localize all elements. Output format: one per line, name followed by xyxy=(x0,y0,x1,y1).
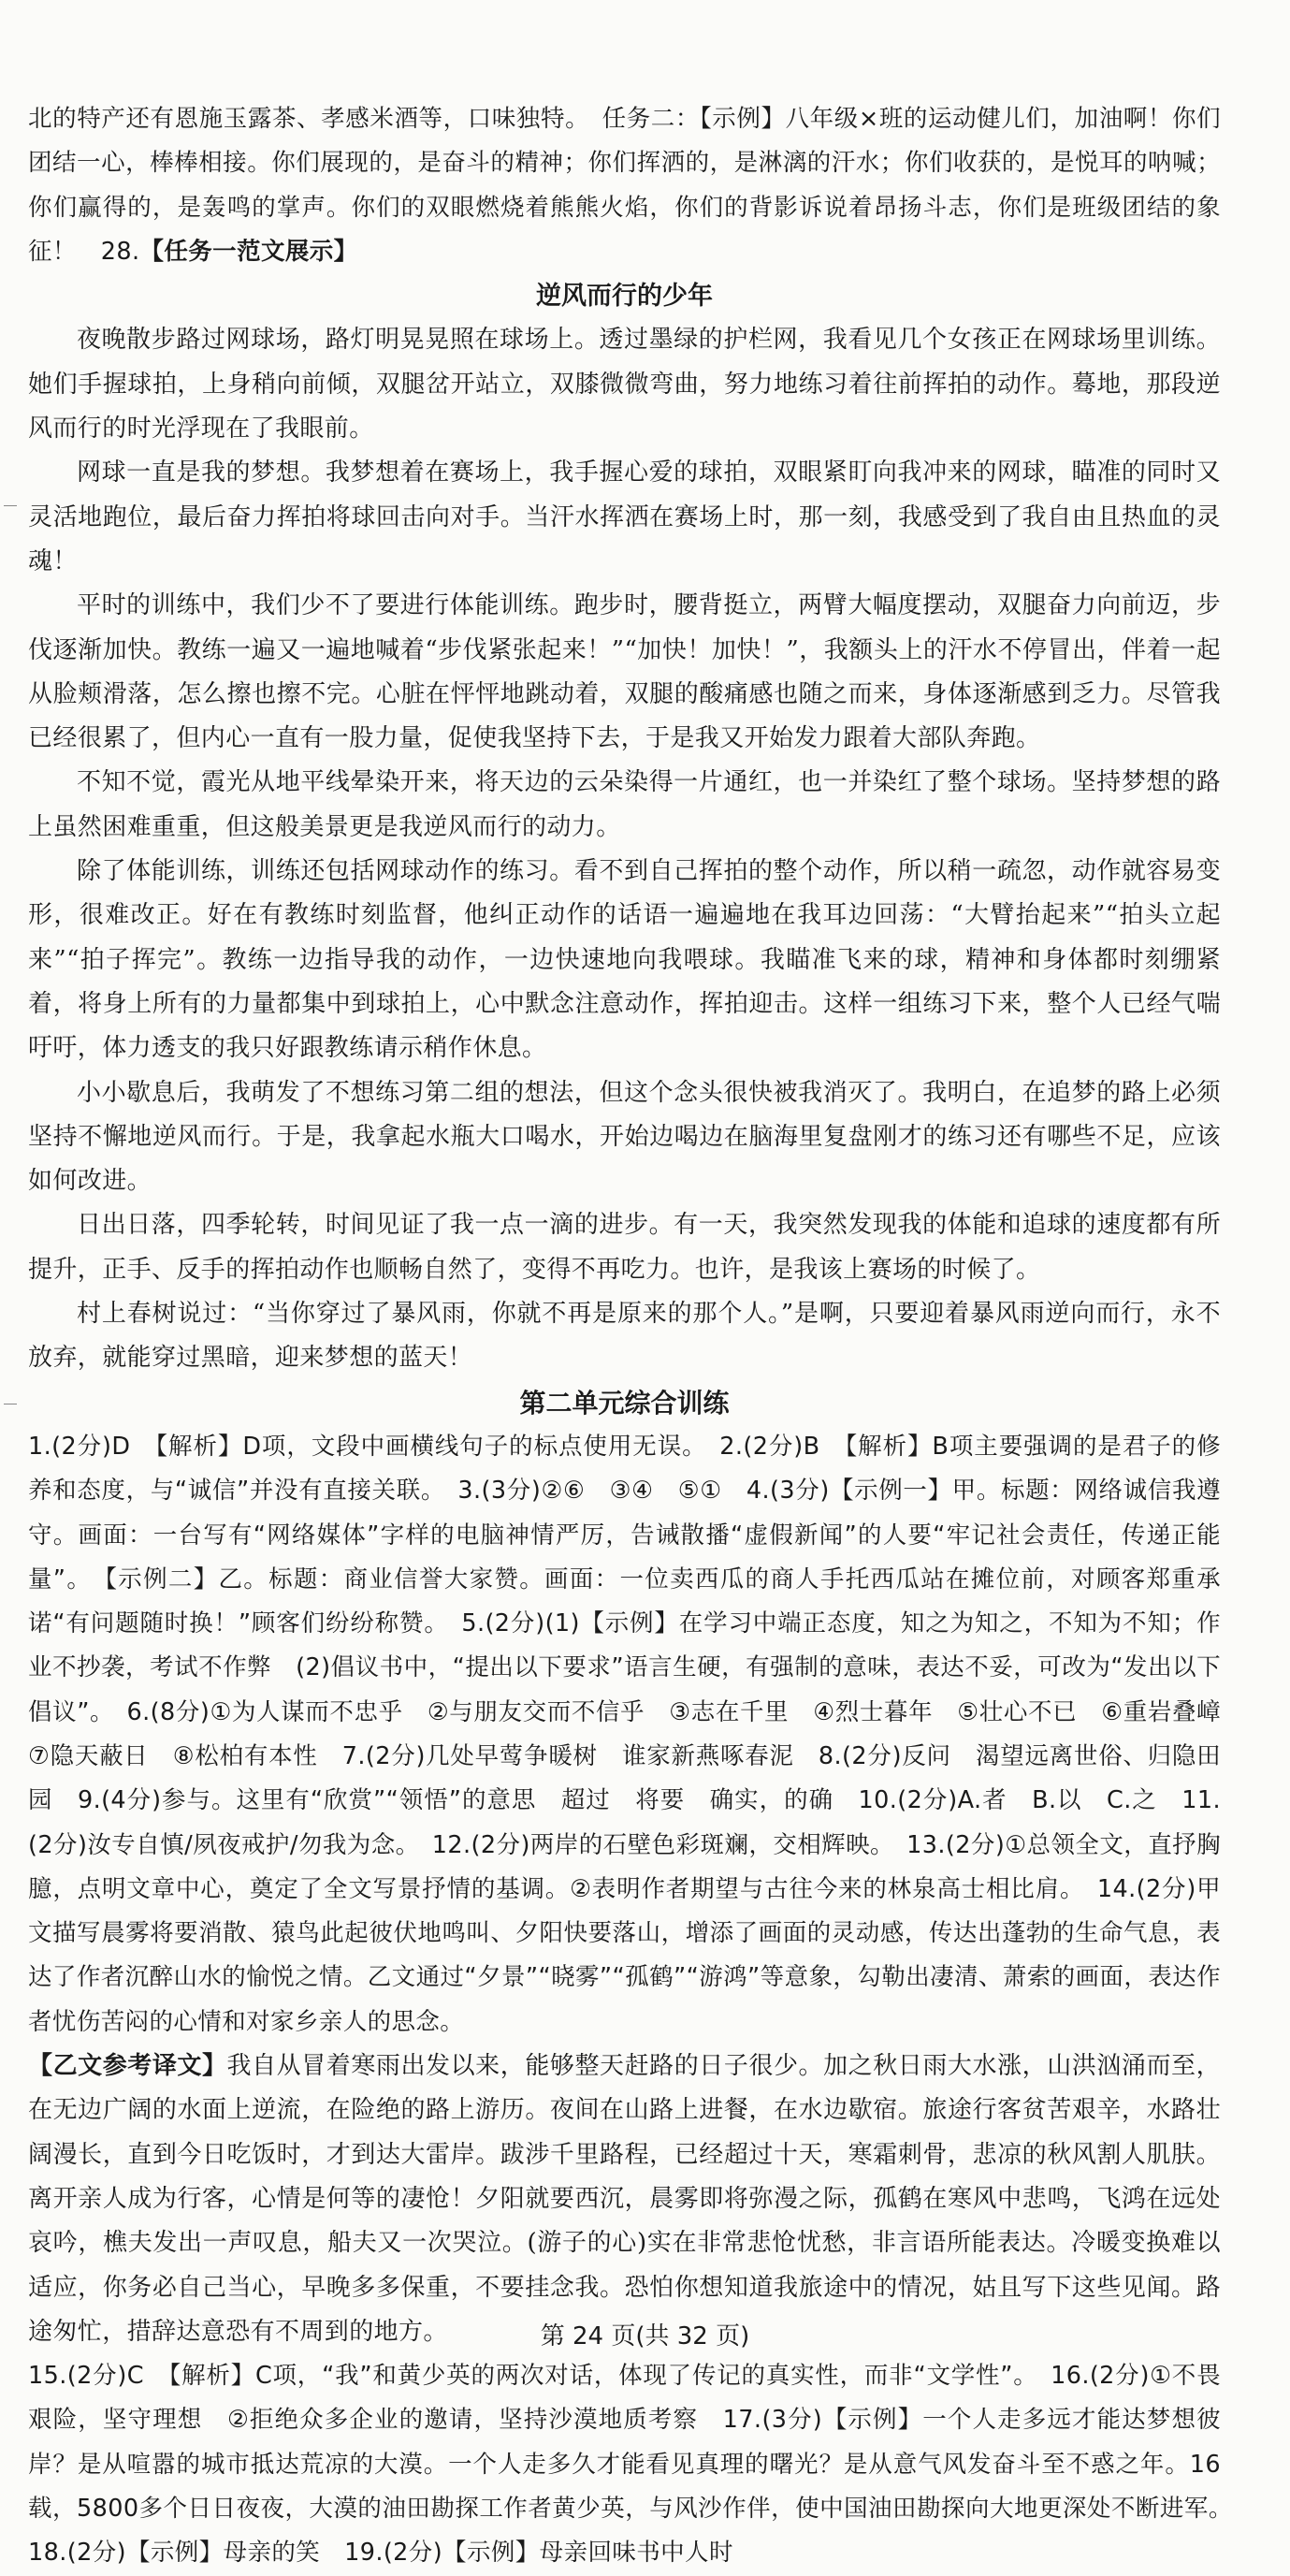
essay-paragraph: 村上春树说过：“当你穿过了暴风雨，你就不再是原来的那个人。”是啊，只要迎着暴风雨逆向而行，永不放弃，就能穿过黑暗，迎来梦想的蓝天！ xyxy=(28,1300,1221,1373)
task-tag: 【任务一范文展示】 xyxy=(139,237,358,266)
translation-tag: 【乙文参考译文】 xyxy=(28,2052,227,2081)
essay-paragraph: 除了体能训练，训练还包括网球动作的练习。看不到自己挥拍的整个动作，所以稍一疏忽，动作就容易变形，很难改正。好在有教练时刻监督，他纠正动作的话语一遍遍地在我耳边回荡：“大臂抬起来”“拍头立起来”“拍子挥完”。教练一边指导我的动作，一边快速地向我喂球。我瞄准飞来的球，精神和身体都时刻绷紧着，将身上所有的力量都集中到球拍上，心中默念注意动作，挥拍迎击。这样一组练习下来，整个人已经气喘吁吁，体力透支的我只好跟教练请示稍作休息。 xyxy=(28,857,1221,1063)
intro-paragraph xyxy=(28,97,1221,274)
answers-block-2: 15.(2分)C 【解析】C项，“我”和黄少英的两次对话，体现了传记的真实性，而非“文学性”。 16.(2分)①不畏艰险，坚守理想 ②拒绝众多企业的邀请，坚持沙漠地质考察 17.(3分)【示例】一个人走多远才能达梦想彼岸？是从喧嚣的城市抵达荒凉的大漠。一个人走多久才能看见真理的曙光？是从意气风发奋斗至不惑之年。16载，5800多个日日夜夜，大漠的油田勘探工作者黄少英，与风沙作伴，使中国油田勘探向大地更深处不断进军。 18.(2分)【示例】母亲的笑 19.(2分)【示例】母亲回味书中人时 xyxy=(28,2362,1245,2568)
essay-paragraph: 平时的训练中，我们少不了要进行体能训练。跑步时，腰背挺立，两臂大幅度摆动，双腿奋力向前迈，步伐逐渐加快。教练一遍又一遍地喊着“步伐紧张起来！”“加快！加快！”，我额头上的汗水不停冒出，伴着一起从脸颊滑落，怎么擦也擦不完。心脏在怦怦地跳动着，双腿的酸痛感也随之而来，身体逐渐感到乏力。尽管我已经很累了，但内心一直有一股力量，促使我坚持下去，于是我又开始发力跟着大部队奔跑。 xyxy=(28,591,1221,753)
page-footer: 第 24 页(共 32 页) xyxy=(540,2322,750,2350)
page-content xyxy=(28,97,1245,2576)
essay-paragraph: 夜晚散步路过网球场，路灯明晃晃照在球场上。透过墨绿的护栏网，我看见几个女孩正在网球场里训练。她们手握球拍，上身稍向前倾，双腿岔开站立，双膝微微弯曲，努力地练习着往前挥拍的动作。蓦地，那段逆风而行的时光浮现在了我眼前。 xyxy=(28,326,1221,444)
translation-text: 我自从冒着寒雨出发以来，能够整天赶路的日子很少。加之秋日雨大水涨，山洪汹涌而至，在无边广阔的水面上逆流，在险绝的路上游历。夜间在山路上进餐，在水边歇宿。旅途行客贫苦艰辛，水路壮阔漫长，直到今日吃饭时，才到达大雷岸。跋涉千里路程，已经超过十天，寒霜刺骨，悲凉的秋风割人肌肤。离开亲人成为行客，心情是何等的凄怆！夕阳就要西沉，晨雾即将弥漫之际，孤鹤在寒风中悲鸣，飞鸿在远处哀吟，樵夫发出一声叹息，船夫又一次哭泣。(游子的心)实在非常悲怆忧愁，非言语所能表达。冷暖变换难以适应，你务必自己当心，早晚多多保重，不要挂念我。恐怕你想知道我旅途中的情况，姑且写下这些见闻。路途匆忙，措辞达意恐有不周到的地方。 xyxy=(28,2052,1221,2346)
essay-title: 逆风而行的少年 xyxy=(536,282,713,312)
translation-paragraph xyxy=(28,2045,1221,2354)
fold-mark xyxy=(4,505,17,506)
unit-title: 第二单元综合训练 xyxy=(519,1387,730,1419)
intro-text: 北的特产还有恩施玉露茶、孝感米酒等，口味独特。 任务二：【示例】八年级×班的运动健儿们，加油啊！你们团结一心，棒棒相接。你们展现的，是奋斗的精神；你们挥洒的，是淋漓的汗水；你们收获的，是悦耳的呐喊；你们赢得的，是轰鸣的掌声。你们的双眼燃烧着熊熊火焰，你们的背影诉说着昂扬斗志，你们是班级团结的象征！ 28. xyxy=(28,105,1221,266)
essay-paragraph: 网球一直是我的梦想。我梦想着在赛场上，我手握心爱的球拍，双眼紧盯向我冲来的网球，瞄准的同时又灵活地跑位，最后奋力挥拍将球回击向对手。当汗水挥洒在赛场上时，那一刻，我感受到了我自由且热血的灵魂！ xyxy=(28,458,1221,575)
answers-block-1: 1.(2分)D 【解析】D项，文段中画横线句子的标点使用无误。 2.(2分)B 【解析】B项主要强调的是君子的修养和态度，与“诚信”并没有直接关联。 3.(3分)②⑥ ③④ ⑤① 4.(3分)【示例一】甲。标题：网络诚信我遵守。画面：一台写有“网络媒体”字样的电脑神情严厉，告诫散播“虚假新闻”的人要“牢记社会责任，传递正能量”。 【示例二】乙。标题：商业信誉大家赞。画面：一位卖西瓜的商人手托西瓜站在摊位前，对顾客郑重承诺“有问题随时换！”顾客们纷纷称赞。 5.(2分)(1)【示例】在学习中端正态度，知之为知之，不知为不知；作业不抄袭，考试不作弊 (2)倡议书中，“提出以下要求”语言生硬，有强制的意味，表达不妥，可改为“发出以下倡议”。 6.(8分)①为人谋而不忠乎 ②与朋友交而不信乎 ③志在千里 ④烈士暮年 ⑤壮心不已 ⑥重岩叠嶂 ⑦隐天蔽日 ⑧松柏有本性 7.(2分)几处早莺争暖树 谁家新燕啄春泥 8.(2分)反问 渴望远离世俗、归隐田园 9.(4分)参与。这里有“欣赏”“领悟”的意思 超过 将要 确实，的确 10.(2分)A.者 B.以 C.之 11.(2分)汝专自慎/夙夜戒护/勿我为念。 12.(2分)两岸的石壁色彩斑斓，交相辉映。 13.(2分)①总领全文，直抒胸臆，点明文章中心，奠定了全文写景抒情的基调。②表明作者期望与古往今来的林泉高士相比肩。 14.(2分)甲文描写晨雾将要消散、猿鸟此起彼伏地鸣叫、夕阳快要落山，增添了画面的灵动感，传达出蓬勃的生命气息，表达了作者沉醉山水的愉悦之情。乙文通过“夕景”“晓雾”“孤鹤”“游鸿”等意象，勾勒出凄清、萧索的画面，表达作者忧伤苦闷的心情和对家乡亲人的思念。 xyxy=(28,1432,1245,2036)
essay-paragraph: 日出日落，四季轮转，时间见证了我一点一滴的进步。有一天，我突然发现我的体能和追球的速度都有所提升，正手、反手的挥拍动作也顺畅自然了，变得不再吃力。也许，是我该上赛场的时候了。 xyxy=(28,1211,1221,1284)
essay-paragraph: 不知不觉，霞光从地平线晕染开来，将天边的云朵染得一片通红，也一并染红了整个球场。坚持梦想的路上虽然困难重重，但这般美景更是我逆风而行的动力。 xyxy=(28,768,1221,841)
essay-paragraph: 小小歇息后，我萌发了不想练习第二组的想法，但这个念头很快被我消灭了。我明白，在追梦的路上必须坚持不懈地逆风而行。于是，我拿起水瓶大口喝水，开始边喝边在脑海里复盘刚才的练习还有哪些不足，应该如何改进。 xyxy=(28,1078,1221,1196)
